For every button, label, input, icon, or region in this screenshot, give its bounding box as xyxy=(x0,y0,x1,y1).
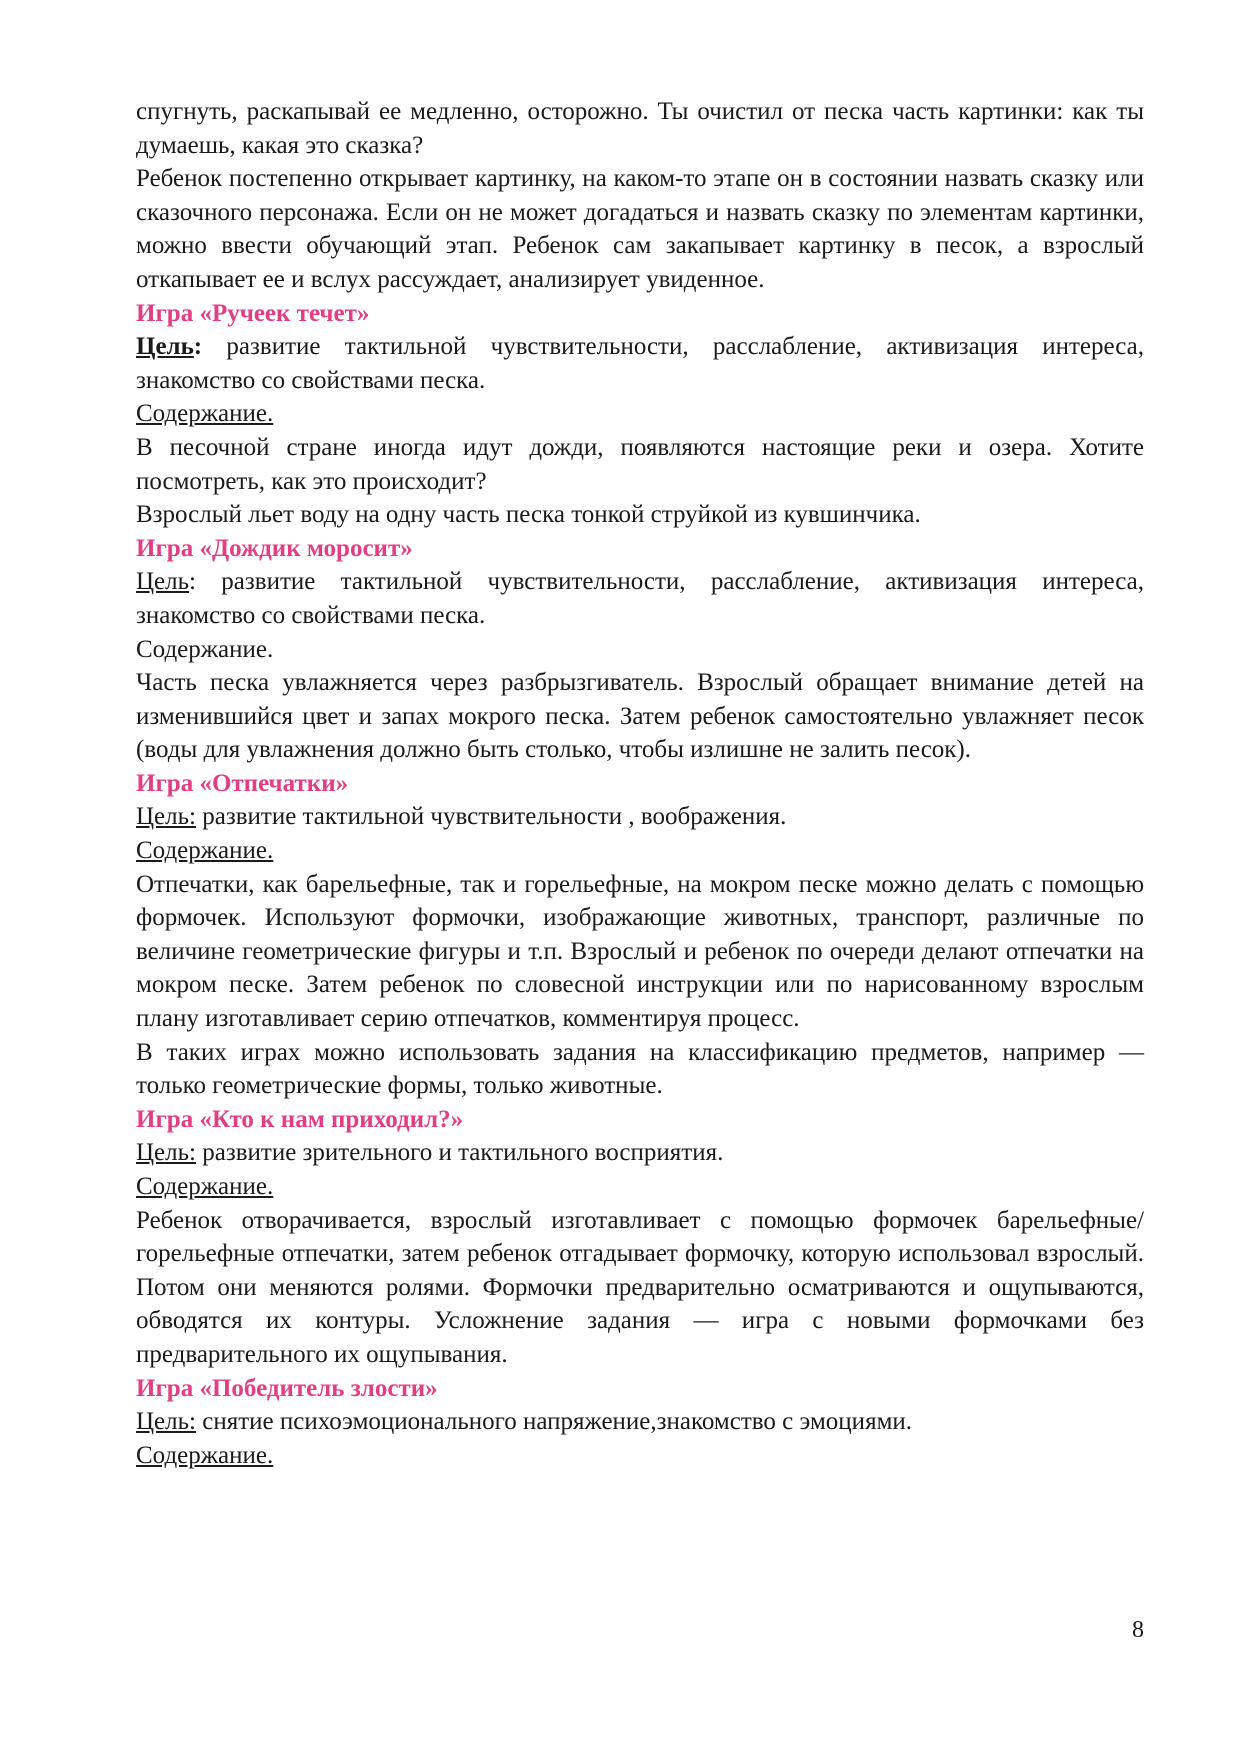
content-label-line xyxy=(136,834,1144,868)
content-label: Содержание. xyxy=(136,1441,274,1469)
goal-label: Цель: xyxy=(136,1408,196,1436)
game-heading: Игра «Победитель злости» xyxy=(136,1374,438,1402)
goal-line xyxy=(136,1405,1144,1439)
content-label-line xyxy=(136,1170,1144,1204)
paragraph: Часть песка увлажняется через разбрызгиватель. Взрослый обращает внимание детей на изменившийся цвет и запах мокрого песка. Затем ребенок самостоятельно увлажняет песок (воды для увлажнения должно быть столько, чтобы излишне не залить песок). xyxy=(136,669,1144,764)
goal-text: развитие тактильной чувствительности, расслабление, активизация интереса, знакомство со свойствами песка. xyxy=(136,333,1144,394)
goal-line xyxy=(136,565,1144,632)
paragraph: Отпечатки, как барельефные, так и горельефные, на мокром песке можно делать с помощью формочек. Используют формочки, изображающие животных, транспорт, различные по величине геометрические фигуры и т.п. Взрослый и ребенок по очереди делают отпечатки на мокром песке. Затем ребенок по словесной инструкции или по нарисованному взрослым плану изготавливает серию отпечатков, комментируя процесс. xyxy=(136,870,1144,1033)
game-heading: Игра «Кто к нам приходил?» xyxy=(136,1105,464,1133)
content-label: Содержание. xyxy=(136,635,274,663)
goal-text: снятие психоэмоционального напряжение,знакомство с эмоциями. xyxy=(195,1408,913,1436)
game-heading: Игра «Дождик моросит» xyxy=(136,534,413,562)
content-label: Содержание. xyxy=(136,837,274,865)
goal-line xyxy=(136,800,1144,834)
paragraph: Взрослый льет воду на одну часть песка тонкой струйкой из кувшинчика. xyxy=(136,501,921,529)
goal-label: Цель: xyxy=(136,803,196,831)
content-label-line xyxy=(136,1439,1144,1473)
content-label: Содержание. xyxy=(136,1173,274,1200)
goal-label: Цель: xyxy=(136,1139,196,1167)
goal-line xyxy=(136,1136,1144,1170)
page-content xyxy=(136,95,1144,1472)
goal-text: развитие тактильной чувствительности, расслабление, активизация интереса, знакомство со свойствами песка. xyxy=(136,568,1144,629)
content-label: Содержание. xyxy=(136,400,274,428)
game-heading: Игра «Отпечатки» xyxy=(136,769,349,797)
content-label-line xyxy=(136,633,1144,667)
paragraph: Ребенок постепенно открывает картинку, на каком-то этапе он в состоянии назвать сказку или сказочного персонажа. Если он не может догадаться и назвать сказку по элементам картинки, можно ввести обучающий этап. Ребенок сам закапывает картинку в песок, а взрослый откапывает ее и вслух рассуждает, анализирует увиденное. xyxy=(136,165,1144,293)
goal-line xyxy=(136,330,1144,397)
paragraph: В песочной стране иногда идут дожди, появляются настоящие реки и озера. Хотите посмотреть, как это происходит? xyxy=(136,433,1144,495)
goal-text: развитие зрительного и тактильного восприятия. xyxy=(195,1139,724,1167)
goal-label: Цель xyxy=(136,568,190,596)
goal-text: развитие тактильной чувствительности , воображения. xyxy=(195,803,787,831)
paragraph: В таких играх можно использовать задания на классификацию предметов, например — только геометрические формы, только животные. xyxy=(136,1038,1144,1100)
page-number: 8 xyxy=(1132,1617,1144,1643)
content-label-line xyxy=(136,397,1144,431)
paragraph: спугнуть, раскапывай ее медленно, осторожно. Ты очистил от песка часть картинки: как ты думаешь, какая это сказка? xyxy=(136,98,1144,159)
goal-separator: : xyxy=(193,333,203,361)
paragraph: Ребенок отворачивается, взрослый изготавливает с помощью формочек барельефные/горельефные отпечатки, затем ребенок отгадывает формочку, которую использовал взрослый. Потом они меняются ролями. Формочки предварительно осматриваются и ощупываются, обводятся их контуры. Усложнение задания — игра с новыми формочками без предварительного их ощупывания. xyxy=(136,1206,1144,1368)
game-heading: Игра «Ручеек течет» xyxy=(136,299,370,327)
goal-separator: : xyxy=(189,568,196,596)
goal-label: Цель xyxy=(136,333,194,361)
